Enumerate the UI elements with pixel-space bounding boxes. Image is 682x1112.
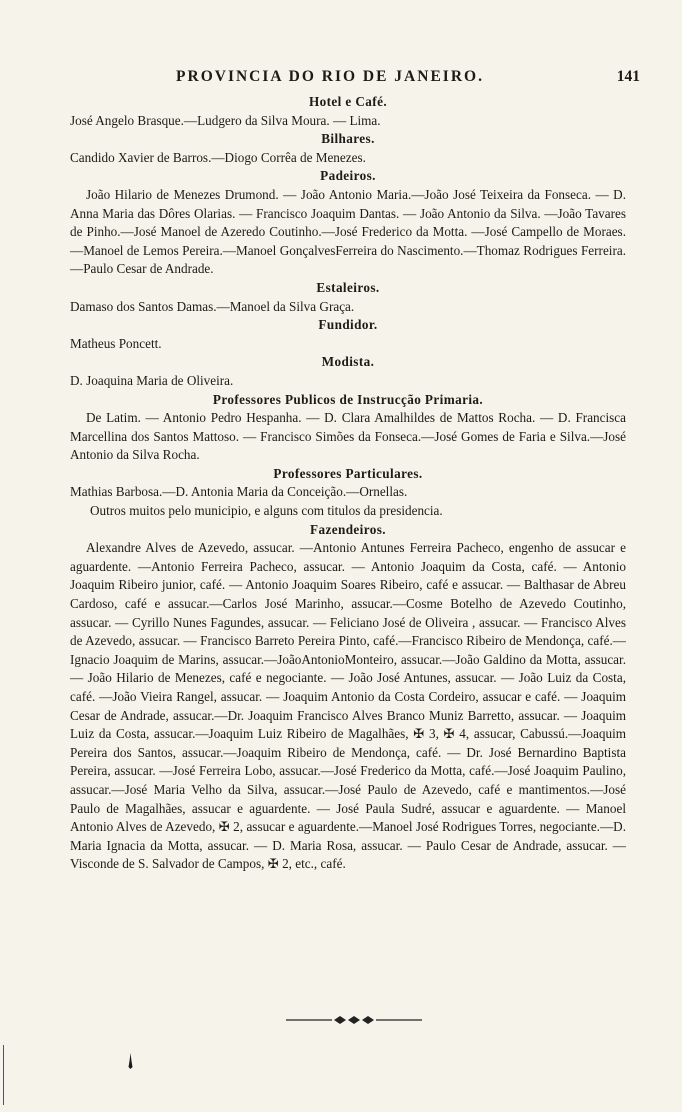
section-heading: Fazendeiros.	[310, 521, 386, 537]
section	[70, 465, 626, 521]
section	[70, 167, 626, 279]
end-ornament	[284, 1015, 424, 1025]
ink-mark	[128, 1053, 133, 1069]
page-body	[70, 93, 626, 874]
section	[70, 391, 626, 465]
section-heading: Hotel e Café.	[308, 94, 388, 109]
entry-paragraph: Candido Xavier de Barros.—Diogo Corrêa de Menezes.	[70, 149, 366, 165]
entry-paragraph: D. Joaquina Maria de Oliveira.	[70, 372, 234, 388]
section-heading: Bilhares.	[321, 131, 375, 147]
entry-paragraph: Alexandre Alves de Azevedo, assucar. —Antonio Antunes Ferreira Pacheco, engenho de assucar e aguardente. —Antonio Ferreira Pacheco, assucar. — Antonio Joaquim da Costa, café. — Antonio Joaquim Ribeiro junior, café. — Antonio Joaquim Soares Ribeiro, café e assucar. — Balthasar de Abreu Cardoso, café e assucar.—Carlos José Marinho, assucar.—Cosme Botelho de Azevedo Coutinho, assucar. — Cyrillo Nunes Fagundes, assucar. — Feliciano José de Oliveira , assucar. — Francisco Alves de Azevedo, assucar. — Francisco Barreto Pereira Pinto, café.—Francisco Ribeiro de Mendonça, café.—Ignacio Joaquim de Marins, assucar.—JoãoAntonioMonteiro, assucar.—João Galdino da Motta, assucar. — João Hilario de Menezes, café e negociante. — João José Antunes, assucar. — João Luiz da Costa, café. —João Vieira Rangel, assucar. — Joaquim Antonio da Costa Cordeiro, assucar e café. — Joaquim Cesar de Andrade, assucar.—Dr. Joaquim Francisco Alves Branco Muniz Barretto, assucar. — Joaquim Luiz da Costa, assucar.—Joaquim Luiz Ribeiro de Magalhães, ✠ 3, ✠ 4, assucar, Cabussú.—Joaquim Pereira dos Santos, assucar.—Joaquim Ribeiro de Mendonça, café. — Dr. José Bernardino Baptista Pereira, assucar. —José Ferreira Lobo, assucar.—José Frederico da Motta, café.—José Joaquim Paulino, assucar.—José Maria Velho da Silva, assucar.—José Paulo de Azevedo, café e mantimentos.—José Paulo de Magalhães, assucar e aguardente. — José Paula Sudré, assucar e aguardente. — Manoel Antonio Alves de Azevedo, ✠ 2, assucar e aguardente.—Manoel José Rodrigues Torres, negociante.—D. Maria Ignacia da Motta, assucar. — D. Maria Rosa, assucar. — Paulo Cesar de Andrade, assucar. — Visconde de S. Salvador de Campos, ✠ 2, etc., café.	[70, 540, 626, 872]
entry-paragraph: Matheus Poncett.	[70, 335, 162, 351]
section	[70, 130, 626, 167]
section	[70, 316, 626, 353]
page-number: 141	[616, 68, 640, 85]
section	[70, 521, 626, 874]
section	[70, 353, 626, 390]
section-heading: Fundidor.	[318, 317, 378, 333]
section-heading: Modista.	[321, 354, 375, 370]
section-heading: Estaleiros.	[316, 279, 380, 295]
page-header	[60, 68, 640, 88]
page-edge-line	[3, 1045, 4, 1105]
section	[70, 279, 626, 316]
section-heading: Professores Particulares.	[273, 465, 423, 481]
section	[70, 93, 626, 130]
entry-paragraph: Outros muitos pelo municipio, e alguns com titulos da presidencia.	[90, 503, 443, 519]
entry-paragraph: Mathias Barbosa.—D. Antonia Maria da Conceição.—Ornellas.	[70, 484, 408, 500]
entry-paragraph: Damaso dos Santos Damas.—Manoel da Silva Graça.	[70, 298, 355, 314]
entry-paragraph: José Angelo Brasque.—Ludgero da Silva Moura. — Lima.	[70, 112, 381, 128]
running-title: PROVINCIA DO RIO DE JANEIRO.	[176, 68, 484, 85]
entry-paragraph: De Latim. — Antonio Pedro Hespanha. — D. Clara Amalhildes de Mattos Rocha. — D. Francisca Marcellina dos Santos Mattoso. — Francisco Simões da Fonseca.—José Gomes de Faria e Silva.—José Antonio da Silva Rocha.	[70, 410, 626, 463]
entry-paragraph: João Hilario de Menezes Drumond. — João Antonio Maria.—João José Teixeira da Fonseca. — D. Anna Maria das Dôres Olarias. — Francisco Joaquim Dantas. — João Antonio da Silva. —João Tavares de Pinho.—José Manoel de Azeredo Coutinho.—José Frederico da Motta. —José Campello de Moraes.—Manoel de Lemos Pereira.—Manoel GonçalvesFerreira do Nascimento.—Thomaz Rodrigues Ferreira.—Paulo Cesar de Andrade.	[70, 186, 626, 277]
section-heading: Padeiros.	[320, 168, 376, 184]
section-heading: Professores Publicos de Instrucção Primaria.	[212, 391, 484, 407]
